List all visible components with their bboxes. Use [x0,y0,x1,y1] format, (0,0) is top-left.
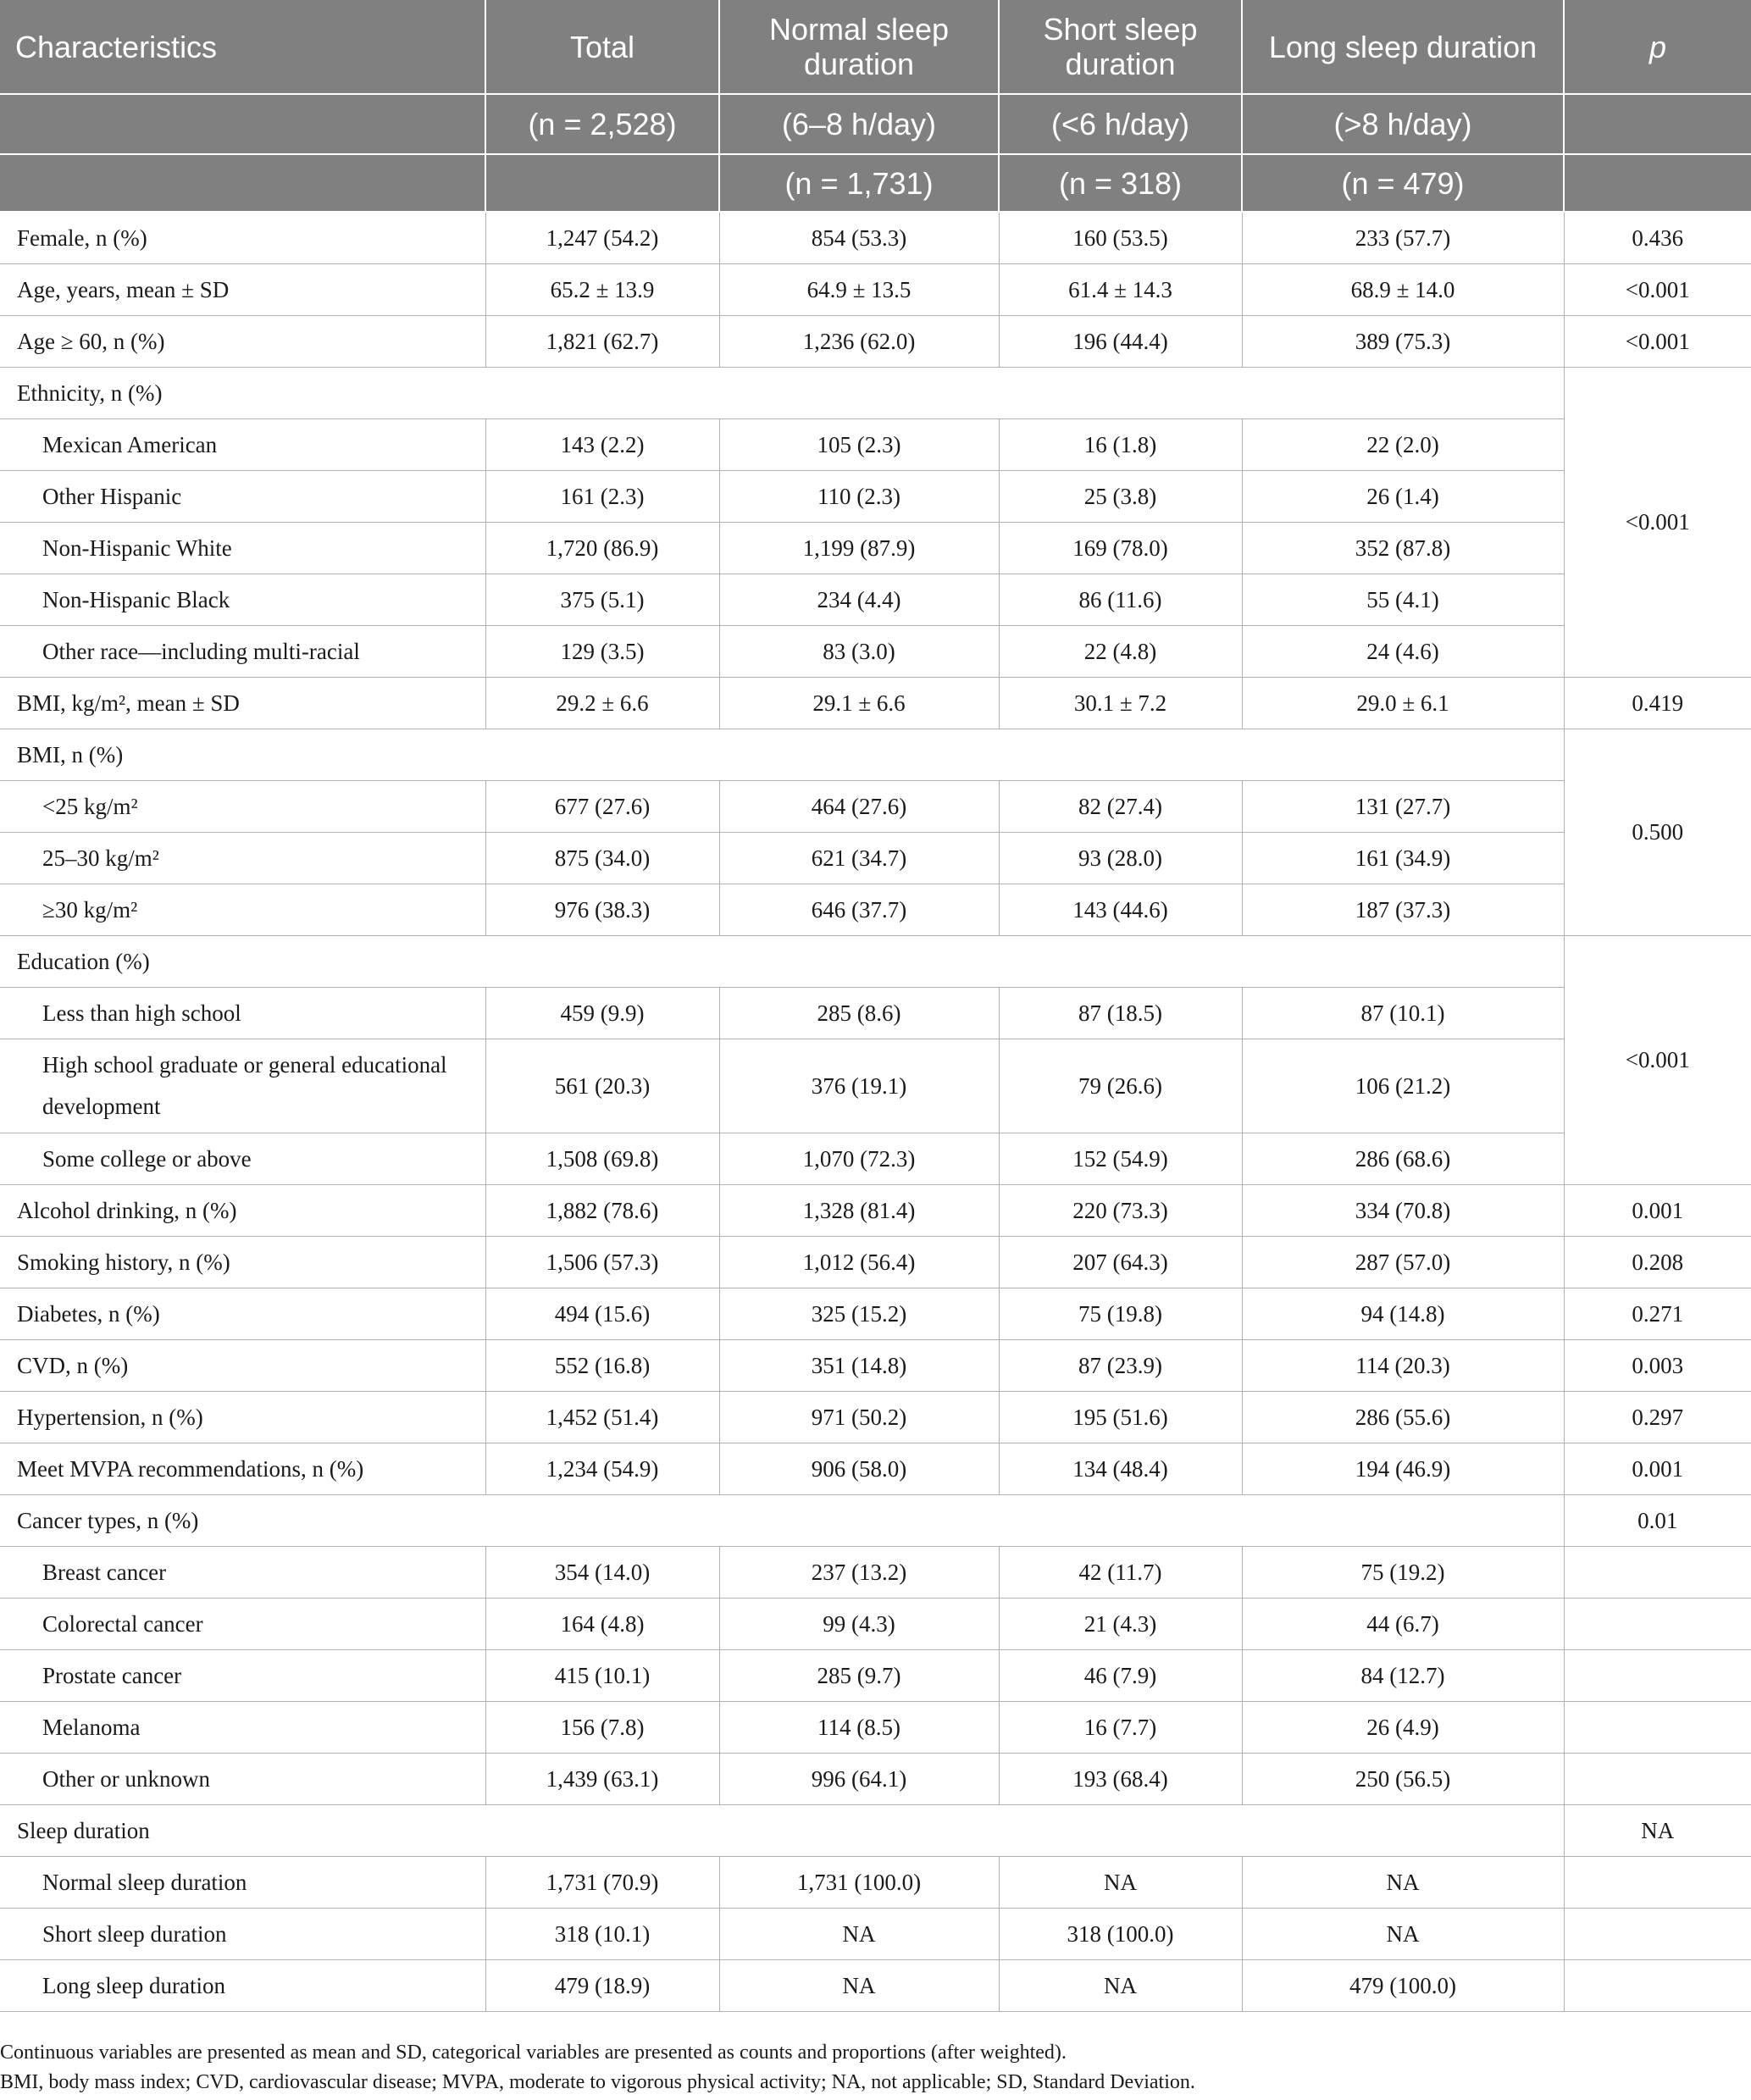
row-label-cell: Normal sleep duration [0,1857,485,1909]
total-cell: 161 (2.3) [485,471,719,523]
normal-sleep-cell: 1,070 (72.3) [719,1133,999,1185]
p-value-cell: 0.208 [1564,1237,1751,1288]
long-sleep-cell: 161 (34.9) [1242,833,1564,884]
row-label-cell: Prostate cancer [0,1650,485,1702]
header-short: Short sleep duration [999,0,1242,94]
row-label-cell: Alcohol drinking, n (%) [0,1185,485,1237]
total-cell: 129 (3.5) [485,626,719,678]
header-empty-cell [485,154,719,212]
p-value-cell [1564,1702,1751,1754]
p-value-cell: 0.297 [1564,1392,1751,1443]
normal-sleep-cell: 99 (4.3) [719,1599,999,1650]
p-value-cell [1564,1547,1751,1599]
header-total: Total [485,0,719,94]
table-header [0,0,1751,212]
short-sleep-cell: 25 (3.8) [999,471,1242,523]
header-normal: Normal sleep duration [719,0,999,94]
long-sleep-cell: 68.9 ± 14.0 [1242,264,1564,316]
short-sleep-cell: 75 (19.8) [999,1288,1242,1340]
header-long: Long sleep duration [1242,0,1564,94]
table-row [0,1754,1751,1805]
long-sleep-cell: 287 (57.0) [1242,1237,1564,1288]
long-sleep-cell: 250 (56.5) [1242,1754,1564,1805]
total-cell: 156 (7.8) [485,1702,719,1754]
total-cell: 1,247 (54.2) [485,212,719,264]
p-value-cell [1564,1650,1751,1702]
header-short-n: (n = 318) [999,154,1242,212]
p-value-cell [1564,1909,1751,1960]
short-sleep-cell: 160 (53.5) [999,212,1242,264]
long-sleep-cell: 44 (6.7) [1242,1599,1564,1650]
long-sleep-cell: 389 (75.3) [1242,316,1564,368]
short-sleep-cell: 220 (73.3) [999,1185,1242,1237]
p-value-cell: 0.001 [1564,1443,1751,1495]
row-label-cell: Non-Hispanic Black [0,574,485,626]
total-cell: 1,821 (62.7) [485,316,719,368]
long-sleep-cell: 187 (37.3) [1242,884,1564,936]
table-row [0,1702,1751,1754]
total-cell: 1,731 (70.9) [485,1857,719,1909]
normal-sleep-cell: 906 (58.0) [719,1443,999,1495]
header-empty-cell [0,154,485,212]
header-short-range: (<6 h/day) [999,94,1242,154]
table-row [0,574,1751,626]
table-group-row [0,936,1751,988]
short-sleep-cell: 134 (48.4) [999,1443,1242,1495]
p-value-cell [1564,1754,1751,1805]
normal-sleep-cell: 285 (9.7) [719,1650,999,1702]
p-value-cell: <0.001 [1564,316,1751,368]
table-row [0,678,1751,729]
normal-sleep-cell: NA [719,1909,999,1960]
short-sleep-cell: 318 (100.0) [999,1909,1242,1960]
table-row [0,264,1751,316]
total-cell: 375 (5.1) [485,574,719,626]
short-sleep-cell: 143 (44.6) [999,884,1242,936]
short-sleep-cell: 21 (4.3) [999,1599,1242,1650]
long-sleep-cell: 352 (87.8) [1242,523,1564,574]
p-value-cell: NA [1564,1805,1751,1857]
table-row [0,884,1751,936]
short-sleep-cell: 169 (78.0) [999,523,1242,574]
p-value-cell [1564,1857,1751,1909]
normal-sleep-cell: 464 (27.6) [719,781,999,833]
header-row-3 [0,154,1751,212]
total-cell: 677 (27.6) [485,781,719,833]
total-cell: 354 (14.0) [485,1547,719,1599]
table-row [0,1039,1751,1133]
table-footnotes [0,2038,1751,2097]
row-label-cell: Other or unknown [0,1754,485,1805]
normal-sleep-cell: 114 (8.5) [719,1702,999,1754]
short-sleep-cell: 16 (1.8) [999,419,1242,471]
group-label-cell: Sleep duration [0,1805,1564,1857]
p-value-cell: <0.001 [1564,368,1751,678]
short-sleep-cell: 196 (44.4) [999,316,1242,368]
total-cell: 1,439 (63.1) [485,1754,719,1805]
short-sleep-cell: 193 (68.4) [999,1754,1242,1805]
row-label-cell: Mexican American [0,419,485,471]
table-group-row [0,729,1751,781]
long-sleep-cell: 26 (1.4) [1242,471,1564,523]
short-sleep-cell: 46 (7.9) [999,1650,1242,1702]
header-row-1 [0,0,1751,94]
row-label-cell: ≥30 kg/m² [0,884,485,936]
long-sleep-cell: 55 (4.1) [1242,574,1564,626]
long-sleep-cell: NA [1242,1857,1564,1909]
long-sleep-cell: 194 (46.9) [1242,1443,1564,1495]
short-sleep-cell: 61.4 ± 14.3 [999,264,1242,316]
total-cell: 1,506 (57.3) [485,1237,719,1288]
long-sleep-cell: 87 (10.1) [1242,988,1564,1039]
row-label-cell: Meet MVPA recommendations, n (%) [0,1443,485,1495]
short-sleep-cell: 79 (26.6) [999,1039,1242,1133]
normal-sleep-cell: 376 (19.1) [719,1039,999,1133]
long-sleep-cell: 131 (27.7) [1242,781,1564,833]
table-row [0,316,1751,368]
row-label-cell: Other race—including multi-racial [0,626,485,678]
table-row [0,1960,1751,2012]
row-label-cell: Non-Hispanic White [0,523,485,574]
row-label-cell: Long sleep duration [0,1960,485,2012]
table-row [0,212,1751,264]
long-sleep-cell: 286 (68.6) [1242,1133,1564,1185]
table-row [0,833,1751,884]
table-row [0,1599,1751,1650]
footnote-line-1: Continuous variables are presented as mean and SD, categorical variables are presented as counts and proportions (after weighted). [0,2042,1067,2064]
p-value-cell: 0.01 [1564,1495,1751,1547]
row-label-cell: Breast cancer [0,1547,485,1599]
normal-sleep-cell: 646 (37.7) [719,884,999,936]
normal-sleep-cell: 971 (50.2) [719,1392,999,1443]
normal-sleep-cell: 1,199 (87.9) [719,523,999,574]
short-sleep-cell: 93 (28.0) [999,833,1242,884]
p-value-cell: 0.419 [1564,678,1751,729]
row-label-cell: Other Hispanic [0,471,485,523]
table-group-row [0,368,1751,419]
total-cell: 561 (20.3) [485,1039,719,1133]
short-sleep-cell: 195 (51.6) [999,1392,1242,1443]
row-label-cell: BMI, kg/m², mean ± SD [0,678,485,729]
table-row [0,419,1751,471]
short-sleep-cell: NA [999,1960,1242,2012]
table-row [0,1340,1751,1392]
total-cell: 1,234 (54.9) [485,1443,719,1495]
normal-sleep-cell: 351 (14.8) [719,1340,999,1392]
long-sleep-cell: 22 (2.0) [1242,419,1564,471]
group-label-cell: Cancer types, n (%) [0,1495,1564,1547]
total-cell: 143 (2.2) [485,419,719,471]
table-row [0,1185,1751,1237]
long-sleep-cell: 29.0 ± 6.1 [1242,678,1564,729]
short-sleep-cell: 86 (11.6) [999,574,1242,626]
p-value-cell [1564,1960,1751,2012]
table-row [0,1547,1751,1599]
short-sleep-cell: 207 (64.3) [999,1237,1242,1288]
table-row [0,1392,1751,1443]
header-characteristics: Characteristics [0,0,485,94]
row-label-cell: CVD, n (%) [0,1340,485,1392]
total-cell: 552 (16.8) [485,1340,719,1392]
p-value-cell: 0.003 [1564,1340,1751,1392]
header-normal-n: (n = 1,731) [719,154,999,212]
row-label-cell: High school graduate or general educational development [0,1039,485,1133]
header-normal-range: (6–8 h/day) [719,94,999,154]
total-cell: 1,452 (51.4) [485,1392,719,1443]
header-p-label: p [1648,29,1667,64]
long-sleep-cell: 233 (57.7) [1242,212,1564,264]
normal-sleep-cell: 1,328 (81.4) [719,1185,999,1237]
normal-sleep-cell: 325 (15.2) [719,1288,999,1340]
group-label-cell: Ethnicity, n (%) [0,368,1564,419]
total-cell: 1,882 (78.6) [485,1185,719,1237]
normal-sleep-cell: 996 (64.1) [719,1754,999,1805]
p-value-cell: <0.001 [1564,264,1751,316]
normal-sleep-cell: NA [719,1960,999,2012]
group-label-cell: Education (%) [0,936,1564,988]
total-cell: 1,508 (69.8) [485,1133,719,1185]
total-cell: 494 (15.6) [485,1288,719,1340]
table-row [0,988,1751,1039]
group-label-cell: BMI, n (%) [0,729,1564,781]
table-row [0,1443,1751,1495]
header-total-n: (n = 2,528) [485,94,719,154]
p-value-cell: 0.500 [1564,729,1751,936]
long-sleep-cell: 286 (55.6) [1242,1392,1564,1443]
table-group-row [0,1495,1751,1547]
row-label-cell: Diabetes, n (%) [0,1288,485,1340]
total-cell: 976 (38.3) [485,884,719,936]
short-sleep-cell: 87 (18.5) [999,988,1242,1039]
header-long-range: (>8 h/day) [1242,94,1564,154]
long-sleep-cell: 24 (4.6) [1242,626,1564,678]
normal-sleep-cell: 83 (3.0) [719,626,999,678]
long-sleep-cell: 84 (12.7) [1242,1650,1564,1702]
footnote-line-2: BMI, body mass index; CVD, cardiovascular disease; MVPA, moderate to vigorous physical activity; NA, not applicable; SD, Standard Deviation. [0,2071,1195,2093]
row-label-cell: Short sleep duration [0,1909,485,1960]
row-label-cell: Age, years, mean ± SD [0,264,485,316]
total-cell: 65.2 ± 13.9 [485,264,719,316]
total-cell: 875 (34.0) [485,833,719,884]
total-cell: 318 (10.1) [485,1909,719,1960]
row-label-cell: Smoking history, n (%) [0,1237,485,1288]
short-sleep-cell: 82 (27.4) [999,781,1242,833]
total-cell: 29.2 ± 6.6 [485,678,719,729]
short-sleep-cell: 87 (23.9) [999,1340,1242,1392]
header-row-2 [0,94,1751,154]
table-body [0,212,1751,2012]
header-empty-cell [1564,154,1751,212]
normal-sleep-cell: 854 (53.3) [719,212,999,264]
row-label-cell: Less than high school [0,988,485,1039]
row-label-cell: Colorectal cancer [0,1599,485,1650]
normal-sleep-cell: 621 (34.7) [719,833,999,884]
table-row [0,1288,1751,1340]
long-sleep-cell: 75 (19.2) [1242,1547,1564,1599]
row-label-cell: Melanoma [0,1702,485,1754]
header-empty-cell [1564,94,1751,154]
long-sleep-cell: 26 (4.9) [1242,1702,1564,1754]
table-group-row [0,1805,1751,1857]
normal-sleep-cell: 234 (4.4) [719,574,999,626]
normal-sleep-cell: 64.9 ± 13.5 [719,264,999,316]
p-value-cell [1564,1599,1751,1650]
row-label-cell: Some college or above [0,1133,485,1185]
p-value-cell: <0.001 [1564,936,1751,1185]
normal-sleep-cell: 285 (8.6) [719,988,999,1039]
normal-sleep-cell: 110 (2.3) [719,471,999,523]
short-sleep-cell: 22 (4.8) [999,626,1242,678]
normal-sleep-cell: 1,012 (56.4) [719,1237,999,1288]
header-empty-cell [0,94,485,154]
normal-sleep-cell: 1,731 (100.0) [719,1857,999,1909]
row-label-cell: Hypertension, n (%) [0,1392,485,1443]
long-sleep-cell: 114 (20.3) [1242,1340,1564,1392]
long-sleep-cell: NA [1242,1909,1564,1960]
long-sleep-cell: 94 (14.8) [1242,1288,1564,1340]
total-cell: 479 (18.9) [485,1960,719,2012]
table-row [0,626,1751,678]
total-cell: 415 (10.1) [485,1650,719,1702]
table-row [0,1909,1751,1960]
row-label-cell: 25–30 kg/m² [0,833,485,884]
short-sleep-cell: 16 (7.7) [999,1702,1242,1754]
p-value-cell: 0.271 [1564,1288,1751,1340]
long-sleep-cell: 334 (70.8) [1242,1185,1564,1237]
normal-sleep-cell: 29.1 ± 6.6 [719,678,999,729]
short-sleep-cell: 152 (54.9) [999,1133,1242,1185]
header-long-n: (n = 479) [1242,154,1564,212]
table-row [0,1650,1751,1702]
table-row [0,523,1751,574]
short-sleep-cell: 30.1 ± 7.2 [999,678,1242,729]
table-row [0,471,1751,523]
long-sleep-cell: 106 (21.2) [1242,1039,1564,1133]
total-cell: 164 (4.8) [485,1599,719,1650]
long-sleep-cell: 479 (100.0) [1242,1960,1564,2012]
table-row [0,781,1751,833]
row-label-cell: Female, n (%) [0,212,485,264]
row-label-cell: <25 kg/m² [0,781,485,833]
header-p [1564,0,1751,94]
p-value-cell: 0.436 [1564,212,1751,264]
total-cell: 1,720 (86.9) [485,523,719,574]
table-row [0,1857,1751,1909]
table-row [0,1133,1751,1185]
normal-sleep-cell: 1,236 (62.0) [719,316,999,368]
p-value-cell: 0.001 [1564,1185,1751,1237]
normal-sleep-cell: 105 (2.3) [719,419,999,471]
total-cell: 459 (9.9) [485,988,719,1039]
normal-sleep-cell: 237 (13.2) [719,1547,999,1599]
short-sleep-cell: 42 (11.7) [999,1547,1242,1599]
short-sleep-cell: NA [999,1857,1242,1909]
row-label-cell: Age ≥ 60, n (%) [0,316,485,368]
table-row [0,1237,1751,1288]
